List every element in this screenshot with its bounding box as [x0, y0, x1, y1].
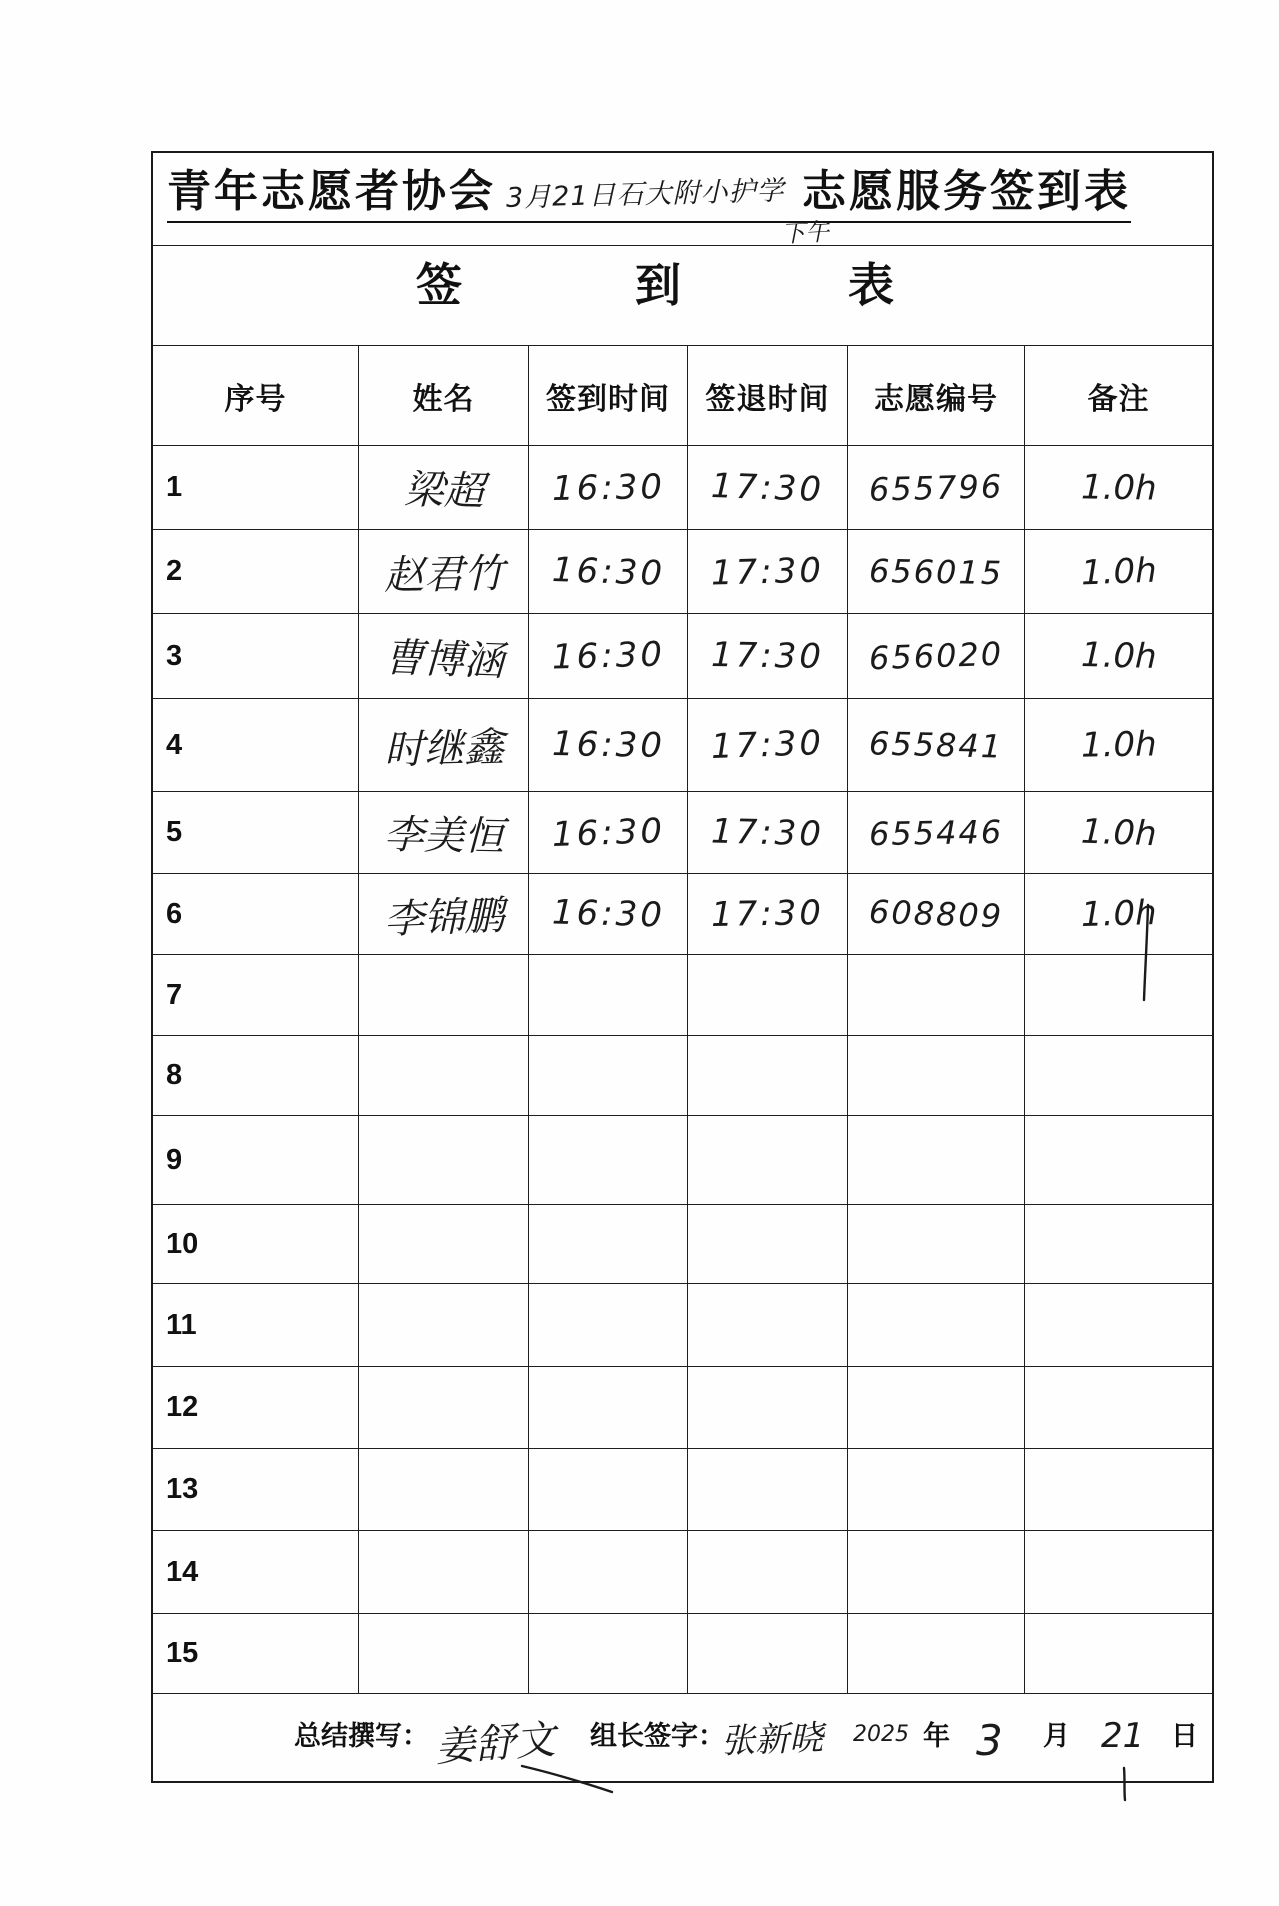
sign-in-time: 16:30	[550, 892, 665, 936]
column-header-sign-in	[528, 346, 687, 445]
sign-in-time-cell	[528, 955, 687, 1035]
sign-out-time-cell	[687, 1367, 847, 1448]
volunteer-id-cell	[847, 792, 1024, 873]
table-row	[153, 1613, 1212, 1693]
footer-row	[153, 1693, 1212, 1781]
table-body	[153, 445, 1212, 1693]
time-of-day-handwritten: 下午	[780, 217, 830, 249]
volunteer-name-cell	[358, 1284, 528, 1366]
sign-in-time-cell	[528, 1449, 687, 1530]
volunteer-id: 655796	[868, 466, 1004, 509]
sign-out-time-cell	[687, 792, 847, 873]
sign-out-time: 17:30	[710, 465, 825, 510]
volunteer-id: 656015	[868, 551, 1004, 592]
year-label: 年	[923, 1721, 950, 1751]
row-number: 1	[166, 471, 183, 503]
table-row	[153, 954, 1212, 1035]
sign-out-time-cell	[687, 530, 847, 613]
sign-out-time-cell	[687, 614, 847, 698]
volunteer-id-cell	[847, 446, 1024, 529]
sign-out-time-cell	[687, 1531, 847, 1613]
table-row	[153, 1366, 1212, 1448]
sign-in-time-cell	[528, 614, 687, 698]
row-number-cell	[153, 1614, 358, 1693]
volunteer-name: 赵君竹	[383, 550, 504, 600]
volunteer-id-cell	[847, 614, 1024, 698]
note-cell	[1024, 1531, 1212, 1613]
row-number: 15	[166, 1637, 199, 1669]
table-row	[153, 1448, 1212, 1530]
volunteer-id: 655446	[868, 812, 1004, 853]
volunteer-id-cell	[847, 699, 1024, 791]
row-number-cell	[153, 1205, 358, 1283]
note-cell	[1024, 874, 1212, 954]
sign-in-time-cell	[528, 1531, 687, 1613]
sign-out-time-cell	[687, 955, 847, 1035]
sign-in-time: 16:30	[551, 466, 665, 509]
volunteer-id-cell	[847, 1614, 1024, 1693]
note-cell	[1024, 1367, 1212, 1448]
sign-in-time-cell	[528, 1367, 687, 1448]
note-cell	[1024, 614, 1212, 698]
sign-in-time-cell	[528, 1284, 687, 1366]
volunteer-id-cell	[847, 1367, 1024, 1448]
row-number: 5	[166, 816, 183, 848]
summary-writer-signature: 姜舒文	[433, 1716, 557, 1772]
sign-out-time-cell	[687, 874, 847, 954]
table-row	[153, 1204, 1212, 1283]
sign-in-time-cell	[528, 874, 687, 954]
volunteer-id-cell	[847, 1205, 1024, 1283]
day-handwritten: 21	[1101, 1716, 1145, 1756]
volunteer-name: 曹博涵	[382, 634, 505, 685]
sign-in-time-cell	[528, 530, 687, 613]
sign-in-time-cell	[528, 1116, 687, 1204]
table-header-row	[153, 345, 1212, 445]
row-number-cell	[153, 614, 358, 698]
sign-out-time: 17:30	[710, 893, 825, 935]
table-row	[153, 1115, 1212, 1204]
table-row	[153, 1283, 1212, 1366]
row-number-cell	[153, 874, 358, 954]
note: 1.0h	[1080, 893, 1157, 935]
sign-out-time-cell	[687, 1205, 847, 1283]
sign-in-table	[151, 151, 1214, 1783]
column-header-label: 备注	[1087, 382, 1150, 416]
volunteer-name-cell	[358, 446, 528, 529]
volunteer-id-cell	[847, 530, 1024, 613]
sign-out-time-cell	[687, 1036, 847, 1115]
subtitle-row	[153, 245, 1212, 345]
group-leader-signature: 张新晓	[720, 1718, 824, 1762]
volunteer-name-cell	[358, 1036, 528, 1115]
row-number-cell	[153, 1036, 358, 1115]
sign-out-time-cell	[687, 699, 847, 791]
volunteer-id-cell	[847, 1284, 1024, 1366]
volunteer-name: 李美恒	[383, 811, 504, 861]
row-number: 10	[166, 1227, 199, 1260]
sign-in-time: 16:30	[551, 724, 665, 766]
sign-in-time-cell	[528, 792, 687, 873]
sign-out-time: 17:30	[710, 635, 825, 677]
note-cell	[1024, 1205, 1212, 1283]
sign-in-time-cell	[528, 1205, 687, 1283]
column-header-label: 序号	[224, 382, 287, 416]
volunteer-name-cell	[358, 614, 528, 698]
table-row	[153, 1530, 1212, 1613]
row-number: 12	[166, 1391, 199, 1423]
note-cell	[1024, 699, 1212, 791]
column-header-label: 志愿编号	[874, 382, 998, 416]
subtitle-char: 签	[416, 259, 462, 311]
volunteer-id-cell	[847, 1449, 1024, 1530]
table-row	[153, 445, 1212, 529]
note-cell	[1024, 1449, 1212, 1530]
row-number: 4	[166, 728, 183, 761]
note: 1.0h	[1080, 635, 1157, 677]
row-number: 9	[166, 1143, 183, 1176]
volunteer-name: 梁超	[402, 466, 484, 516]
volunteer-name-cell	[358, 1116, 528, 1204]
sign-in-time-cell	[528, 699, 687, 791]
subtitle-char: 到	[635, 259, 681, 311]
volunteer-name-cell	[358, 792, 528, 873]
sign-out-time-cell	[687, 1449, 847, 1530]
row-number-cell	[153, 1284, 358, 1366]
sign-in-time: 16:30	[550, 810, 666, 855]
volunteer-name-cell	[358, 1614, 528, 1693]
sign-out-time: 17:30	[710, 550, 825, 593]
row-number: 2	[166, 555, 183, 587]
table-row	[153, 873, 1212, 954]
column-header-note	[1024, 346, 1212, 445]
volunteer-id: 608809	[868, 892, 1004, 936]
column-header-sign-out	[687, 346, 847, 445]
volunteer-name-cell	[358, 1367, 528, 1448]
sign-in-time: 16:30	[550, 549, 666, 594]
row-number: 14	[166, 1555, 199, 1588]
sign-out-time-cell	[687, 1614, 847, 1693]
row-number-cell	[153, 1531, 358, 1613]
row-number-cell	[153, 446, 358, 529]
activity-name-handwritten: 3月21日石大附小护学	[505, 175, 785, 214]
group-leader-label: 组长签字：	[590, 1721, 725, 1751]
sign-out-time-cell	[687, 446, 847, 529]
volunteer-name-cell	[358, 1205, 528, 1283]
year-handwritten: 2025	[853, 1722, 909, 1747]
sign-out-time: 17:30	[710, 723, 825, 767]
column-header-name	[358, 346, 528, 445]
row-number: 11	[166, 1308, 197, 1341]
row-number: 8	[166, 1059, 183, 1091]
sign-in-time-cell	[528, 1036, 687, 1115]
volunteer-name-cell	[358, 955, 528, 1035]
sign-out-time-cell	[687, 1116, 847, 1204]
volunteer-id-cell	[847, 874, 1024, 954]
row-number-cell	[153, 1367, 358, 1448]
note-cell	[1024, 1284, 1212, 1366]
title-prefix: 青年志愿者协会	[167, 167, 496, 216]
sign-out-time-cell	[687, 1284, 847, 1366]
note-cell	[1024, 1116, 1212, 1204]
note: 1.0h	[1080, 724, 1157, 766]
sign-in-time: 16:30	[550, 634, 665, 678]
row-number-cell	[153, 699, 358, 791]
note-cell	[1024, 955, 1212, 1035]
table-row	[153, 791, 1212, 873]
month-label: 月	[1043, 1721, 1070, 1751]
column-header-label: 签到时间	[546, 382, 670, 416]
day-label: 日	[1171, 1721, 1198, 1751]
month-handwritten: 3	[976, 1716, 1003, 1765]
sign-out-time: 17:30	[710, 811, 825, 854]
sign-in-time-cell	[528, 1614, 687, 1693]
row-number-cell	[153, 792, 358, 873]
table-row	[153, 529, 1212, 613]
row-number-cell	[153, 530, 358, 613]
note: 1.0h	[1080, 811, 1157, 854]
volunteer-id-cell	[847, 1036, 1024, 1115]
note-cell	[1024, 446, 1212, 529]
sign-in-time-cell	[528, 446, 687, 529]
column-header-number	[153, 346, 358, 445]
column-header-volunteer-id	[847, 346, 1024, 445]
note: 1.0h	[1080, 466, 1157, 509]
volunteer-name-cell	[358, 1531, 528, 1613]
volunteer-name: 时继鑫	[383, 723, 505, 774]
table-row	[153, 1035, 1212, 1115]
volunteer-id-cell	[847, 1116, 1024, 1204]
row-number-cell	[153, 1116, 358, 1204]
volunteer-name-cell	[358, 1449, 528, 1530]
note-cell	[1024, 1614, 1212, 1693]
row-number-cell	[153, 1449, 358, 1530]
table-row	[153, 698, 1212, 791]
row-number: 7	[166, 978, 183, 1011]
volunteer-name-cell	[358, 874, 528, 954]
subtitle-char: 表	[848, 259, 894, 311]
volunteer-id: 656020	[868, 634, 1004, 678]
row-number: 13	[166, 1473, 199, 1505]
note: 1.0h	[1080, 550, 1157, 593]
document-title	[167, 165, 1131, 223]
summary-writer-label: 总结撰写：	[294, 1721, 429, 1751]
column-header-label: 姓名	[412, 382, 475, 416]
row-number: 6	[166, 897, 183, 930]
column-header-label: 签退时间	[705, 382, 830, 416]
note-cell	[1024, 1036, 1212, 1115]
table-row	[153, 613, 1212, 698]
note-cell	[1024, 792, 1212, 873]
volunteer-id: 655841	[868, 724, 1004, 766]
volunteer-name-cell	[358, 530, 528, 613]
title-row	[153, 153, 1212, 249]
volunteer-name-cell	[358, 699, 528, 791]
title-suffix: 志愿服务签到表	[802, 167, 1131, 216]
note-cell	[1024, 530, 1212, 613]
volunteer-id-cell	[847, 955, 1024, 1035]
volunteer-id-cell	[847, 1531, 1024, 1613]
row-number: 3	[166, 639, 183, 672]
row-number-cell	[153, 955, 358, 1035]
volunteer-name: 李锦鹏	[382, 892, 505, 943]
